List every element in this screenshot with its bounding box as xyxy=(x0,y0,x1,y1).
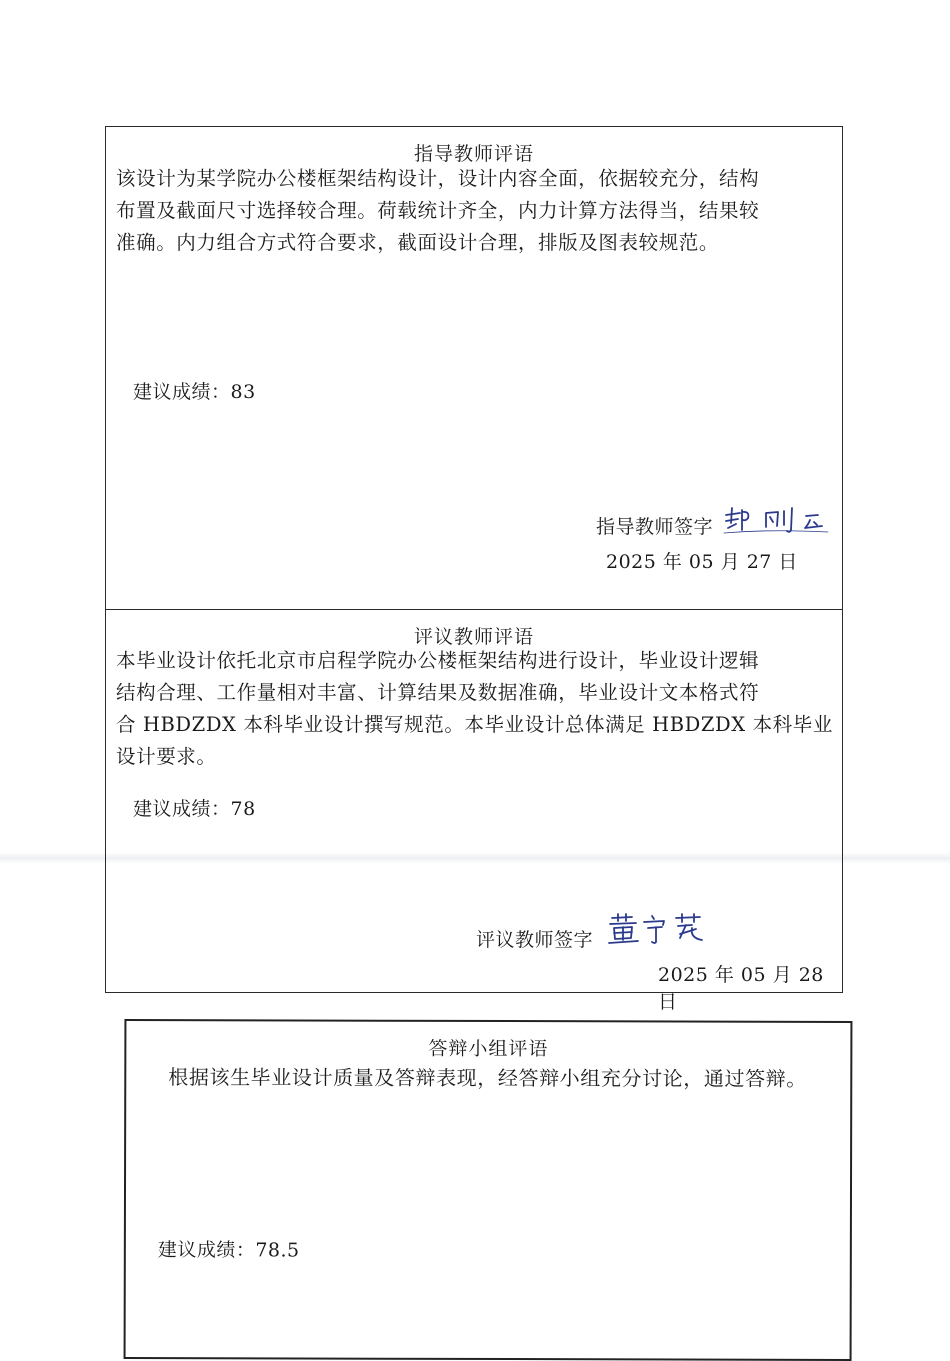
text-line: 合 HBDZDX 本科毕业设计撰写规范。本毕业设计总体满足 HBDZDX 本科毕业 xyxy=(116,713,833,736)
text-line: 该设计为某学院办公楼框架结构设计，设计内容全面，依据较充分，结构 xyxy=(116,167,760,190)
text-line: 本毕业设计依托北京市启程学院办公楼框架结构进行设计，毕业设计逻辑 xyxy=(116,649,760,672)
defense-committee-title: 答辩小组评语 xyxy=(428,1037,549,1061)
text-line: 布置及截面尺寸选择较合理。荷载统计齐全，内力计算方法得当，结果较 xyxy=(116,199,760,222)
reviewer-handwritten-signature xyxy=(606,910,710,946)
advisor-grade xyxy=(133,377,256,404)
advisor-signature-label: 指导教师签字 xyxy=(596,516,714,538)
reviewer-comment-text xyxy=(116,645,834,773)
defense-committee-text xyxy=(168,1061,842,1095)
advisor-date: 2025 年 05 月 27 日 xyxy=(606,551,798,573)
defense-committee-box xyxy=(124,1019,853,1361)
advisor-comment-text xyxy=(116,163,834,259)
advisor-handwritten-signature xyxy=(722,503,832,537)
advisor-comment-title: 指导教师评语 xyxy=(413,143,534,165)
grade-value: 83 xyxy=(230,381,256,403)
advisor-comment-box xyxy=(105,126,843,610)
defense-grade xyxy=(158,1235,300,1262)
grade-label: 建议成绩： xyxy=(133,798,231,820)
reviewer-signature-label: 评议教师签字 xyxy=(476,929,594,951)
grade-value: 78 xyxy=(230,798,256,820)
reviewer-comment-box xyxy=(105,609,843,1013)
text-line: 根据该生毕业设计质量及答辩表现，经答辩小组充分讨论，通过答辩。 xyxy=(168,1065,807,1091)
reviewer-grade xyxy=(133,794,256,821)
text-line: 设计要求。 xyxy=(116,745,217,768)
reviewer-comment-title: 评议教师评语 xyxy=(413,626,534,648)
grade-value: 78.5 xyxy=(255,1239,300,1262)
grade-label: 建议成绩： xyxy=(133,381,231,403)
text-line: 准确。内力组合方式符合要求，截面设计合理，排版及图表较规范。 xyxy=(116,231,720,254)
text-line: 结构合理、工作量相对丰富、计算结果及数据准确，毕业设计文本格式符 xyxy=(116,681,760,704)
reviewer-date: 2025 年 05 月 28 日 xyxy=(658,964,824,1013)
grade-label: 建议成绩： xyxy=(157,1239,256,1262)
